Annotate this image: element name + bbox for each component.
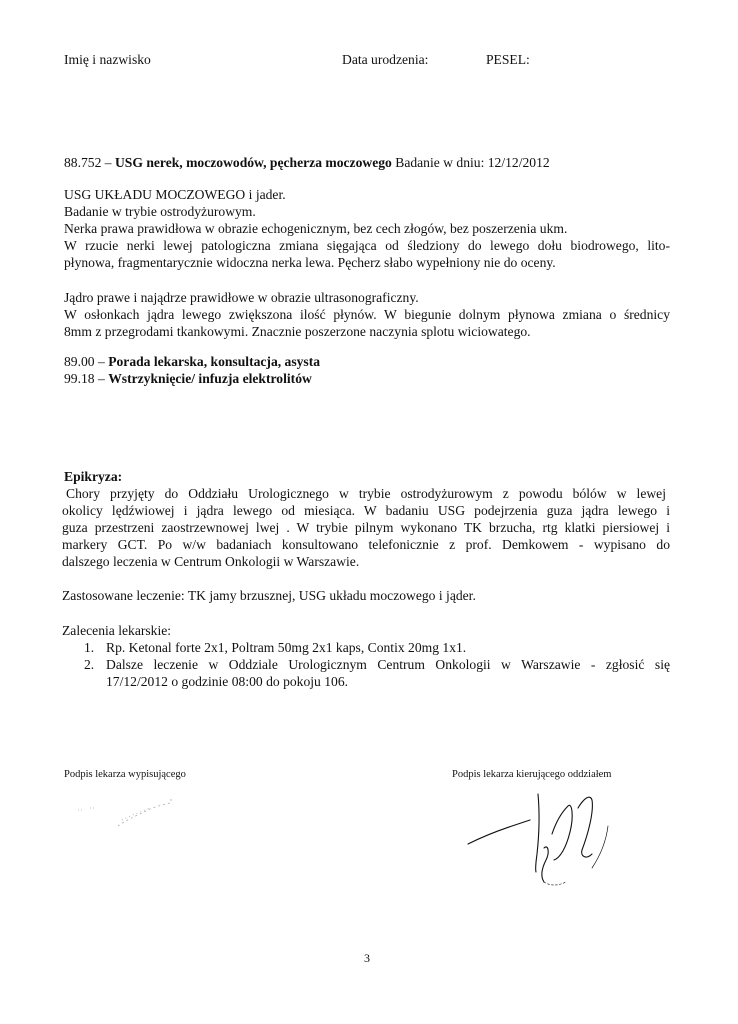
epikryza-title xyxy=(64,469,122,485)
procedure-item-code: 89.00 – xyxy=(64,354,105,369)
procedure-item-name: Porada lekarska, konsultacja, asysta xyxy=(108,354,321,369)
testes-line: W osłonkach jądra lewego zwiększona ilość płynów. W biegunie dolnym płynowa zmiana o średnicy xyxy=(64,307,670,322)
recommendation-text: Rp. Ketonal forte 2x1, Poltram 50mg 2x1 kaps, Contix 20mg 1x1. xyxy=(106,640,467,655)
procedure-item-name: Wstrzyknięcie/ infuzja elektrolitów xyxy=(108,371,312,386)
pesel-label: PESEL: xyxy=(486,52,530,67)
recommendation-text-continued: 17/12/2012 o godzinie 08:00 do pokoju 106. xyxy=(106,674,349,689)
usg-line: Badanie w trybie ostrodyżurowym. xyxy=(64,204,256,219)
name-label: Imię i nazwisko xyxy=(64,52,151,67)
faint-signature-left xyxy=(70,796,190,836)
page-number: 3 xyxy=(364,951,370,965)
procedure-heading xyxy=(64,155,550,171)
procedure-date: Badanie w dniu: 12/12/2012 xyxy=(395,155,550,170)
epikryza-line: markery GCT. Po w/w badaniach konsultowano telefonicznie z prof. Demkowem - wypisano do xyxy=(62,537,670,552)
procedure-item xyxy=(64,371,312,387)
usg-line: W rzucie nerki lewej patologiczna zmiana sięgająca od śledziony do lewego dołu biodrowego, lito- xyxy=(64,238,670,253)
handwritten-signature xyxy=(460,786,630,896)
epikryza-title-text: Epikryza: xyxy=(64,469,123,484)
treatment-text: Zastosowane leczenie: TK jamy brzusznej, USG układu moczowego i jąder. xyxy=(62,588,476,603)
epikryza-line: Chory przyjęty do Oddziału Urologicznego w trybie ostrodyżurowym z powodu bólów w lewej xyxy=(66,486,666,501)
usg-line: USG UKŁADU MOCZOWEGO i jader. xyxy=(64,187,286,202)
epikryza-line: okolicy lędźwiowej i jądra lewego od miesiąca. W badaniu USG podejrzenia guza jądra lewego i xyxy=(62,503,670,518)
procedure-name: USG nerek, moczowodów, pęcherza moczowego xyxy=(114,155,392,170)
usg-line: płynowa, fragmentarycznie widoczna nerka lewa. Pęcherz słabo wypełniony nie do oceny. xyxy=(64,255,556,270)
recommendation-number: 1. xyxy=(84,640,95,655)
procedure-code: 88.752 – xyxy=(64,155,112,170)
procedure-item xyxy=(64,354,320,370)
procedure-item-code: 99.18 – xyxy=(64,371,105,386)
epikryza-line: dalszego leczenia w Centrum Onkologii w Warszawie. xyxy=(62,554,360,569)
signature-label-right: Podpis lekarza kierującego oddziałem xyxy=(452,769,612,780)
dob-label: Data urodzenia: xyxy=(342,52,429,67)
testes-line: 8mm z przegrodami tkankowymi. Znacznie poszerzone naczynia splotu wiciowatego. xyxy=(64,324,531,339)
recommendations-title: Zalecenia lekarskie: xyxy=(62,623,172,638)
epikryza-line: guza przestrzeni zaostrzewnowej lwej . W trybie pilnym wykonano TK brzucha, rtg klatki piersiowej i xyxy=(62,520,670,535)
recommendation-text: Dalsze leczenie w Oddziale Urologicznym Centrum Onkologii w Warszawie - zgłosić się xyxy=(106,657,670,672)
signature-label-left: Podpis lekarza wypisującego xyxy=(64,769,186,780)
usg-line: Nerka prawa prawidłowa w obrazie echogenicznym, bez cech złogów, bez poszerzenia ukm. xyxy=(64,221,568,236)
testes-line: Jądro prawe i najądrze prawidłowe w obrazie ultrasonograficzny. xyxy=(64,290,419,305)
recommendation-number: 2. xyxy=(84,657,95,672)
